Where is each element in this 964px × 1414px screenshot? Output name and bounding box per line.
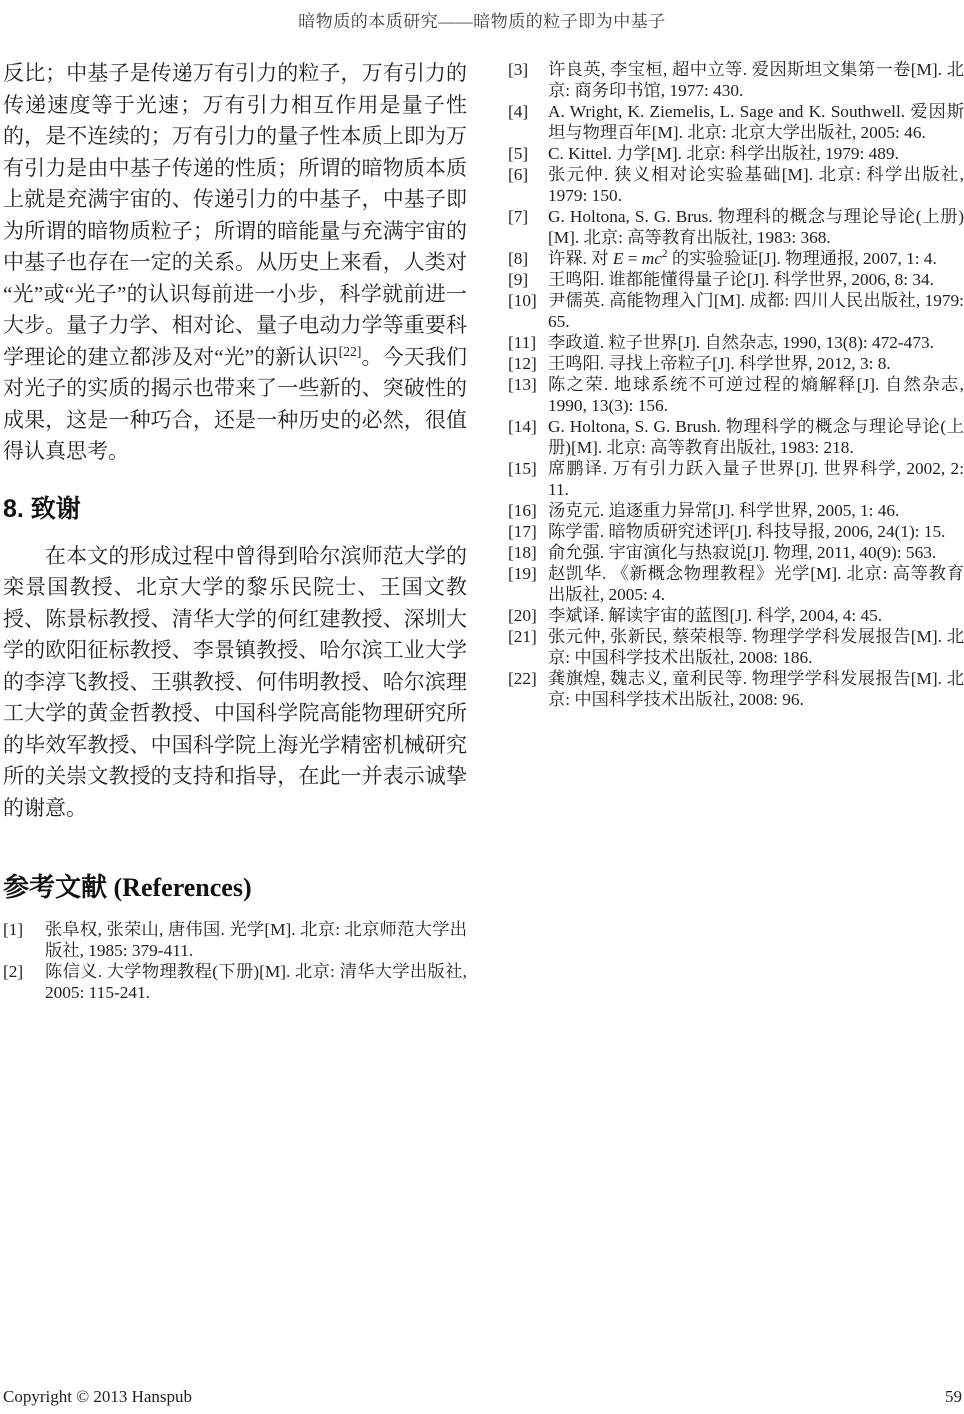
reference-text: 王鸣阳. 谁都能懂得量子论[J]. 科学世界, 2006, 8: 34.: [548, 270, 934, 289]
reference-item: [508, 143, 964, 164]
reference-number: [8]: [508, 249, 529, 268]
reference-number: [18]: [508, 543, 537, 562]
reference-item: [508, 59, 964, 101]
copyright-text: Copyright © 2013 Hanspub: [3, 1387, 193, 1406]
reference-number: [9]: [508, 270, 529, 289]
reference-number: [6]: [508, 165, 529, 184]
reference-item: [508, 458, 964, 500]
running-head-title: 暗物质的本质研究——暗物质的粒子即为中基子: [298, 12, 666, 31]
reference-text: 许槑. 对 $E = mc^2$ 的实验验证[J]. 物理通报, 2007, 1: 4.: [548, 248, 937, 268]
reference-item: [508, 248, 964, 269]
reference-text: C. Kittel. 力学[M]. 北京: 科学出版社, 1979: 489.: [548, 144, 899, 163]
reference-item: [508, 605, 964, 626]
reference-text: 李斌译. 解读宇宙的蓝图[J]. 科学, 2004, 4: 45.: [548, 606, 883, 625]
reference-item: [508, 374, 964, 416]
reference-item: [508, 353, 964, 374]
reference-item: [508, 416, 964, 458]
reference-item: [508, 290, 964, 332]
page-footer: [3, 1387, 962, 1407]
references-heading: [3, 870, 467, 905]
reference-number: [11]: [508, 333, 537, 352]
reference-number: [17]: [508, 522, 537, 541]
reference-text: A. Wright, K. Ziemelis, L. Sage and K. Southwell. 爱因斯坦与物理百年[M]. 北京: 北京大学出版社, 2005: 46.: [548, 102, 964, 142]
reference-number: [15]: [508, 459, 537, 478]
reference-number: [7]: [508, 207, 529, 226]
reference-text: 李政道. 粒子世界[J]. 自然杂志, 1990, 13(8): 472-473.: [548, 333, 934, 352]
reference-item: [508, 332, 964, 353]
reference-text: 许良英, 李宝桓, 超中立等. 爱因斯坦文集第一卷[M]. 北京: 商务印书馆, 1977: 430.: [548, 60, 964, 100]
reference-number: [21]: [508, 627, 537, 646]
reference-number: [22]: [508, 669, 537, 688]
reference-item: [3, 961, 467, 1003]
body-paragraph: 反比；中基子是传递万有引力的粒子，万有引力的传递速度等于光速；万有引力相互作用是量子性的，是不连续的；万有引力的量子性本质上即为万有引力是由中基子传递的性质；所谓的暗物质本质上就是充满宇宙的、传递引力的中基子，中基子即为所谓的暗物质粒子；所谓的暗能量与充满宇宙的中基子也存在一定的关系。从历史上来看，人类对“光”或“光子”的认识每前进一小步，科学就前进一大步。量子力学、相对论、量子电动力学等重要科学理论的建立都涉及对“光”的新认识[22]。今天我们对光子的实质的揭示也带来了一些新的、突破性的成果，这是一种巧合，还是一种历史的必然，很值得认真思考。: [3, 61, 468, 463]
reference-number: [13]: [508, 375, 537, 394]
reference-number: [14]: [508, 417, 537, 436]
reference-list-left: [3, 919, 467, 1003]
reference-text: 张元仲. 狭义相对论实验基础[M]. 北京: 科学出版社, 1979: 150.: [548, 165, 964, 205]
reference-number: [16]: [508, 501, 537, 520]
reference-text: 陈信义. 大学物理教程(下册)[M]. 北京: 清华大学出版社, 2005: 115-241.: [45, 962, 467, 1002]
reference-number: [1]: [3, 920, 24, 939]
reference-text: G. Holtona, S. G. Brus. 物理科的概念与理论导论(上册)[M]. 北京: 高等教育出版社, 1983: 368.: [548, 207, 964, 247]
reference-text: 赵凯华. 《新概念物理教程》光学[M]. 北京: 高等教育出版社, 2005: 4.: [548, 564, 964, 604]
reference-item: [508, 206, 964, 248]
reference-item: [508, 563, 964, 605]
reference-item: [508, 668, 964, 710]
reference-number: [4]: [508, 102, 529, 121]
reference-text: 席鹏译. 万有引力跃入量子世界[J]. 世界科学, 2002, 2: 11.: [548, 459, 964, 499]
references-heading-en: (References): [107, 873, 252, 902]
reference-number: [2]: [3, 962, 24, 981]
reference-text: 陈学雷. 暗物质研究述评[J]. 科技导报, 2006, 24(1): 15.: [548, 522, 946, 541]
reference-text: 尹儒英. 高能物理入门[M]. 成都: 四川人民出版社, 1979: 65.: [548, 291, 964, 331]
reference-item: [508, 500, 964, 521]
reference-number: [10]: [508, 291, 537, 310]
reference-list-right: [508, 59, 964, 710]
reference-item: [508, 542, 964, 563]
reference-number: [19]: [508, 564, 537, 583]
reference-text: 王鸣阳. 寻找上帝粒子[J]. 科学世界, 2012, 3: 8.: [548, 354, 891, 373]
reference-text: 张元仲, 张新民, 蔡荣根等. 物理学学科发展报告[M]. 北京: 中国科学技术出版社, 2008: 186.: [548, 627, 964, 667]
acknowledgment-paragraph: 在本文的形成过程中曾得到哈尔滨师范大学的栾景国教授、北京大学的黎乐民院士、王国文教授、陈景标教授、清华大学的何红建教授、深圳大学的欧阳征标教授、李景镇教授、哈尔滨工业大学的李淳飞教授、王骐教授、何伟明教授、哈尔滨理工大学的黄金哲教授、中国科学院高能物理研究所的毕效军教授、中国科学院上海光学精密机械研究所的关崇文教授的支持和指导，在此一并表示诚挚的谢意。: [3, 543, 467, 820]
reference-number: [12]: [508, 354, 537, 373]
reference-text: 汤克元. 追逐重力异常[J]. 科学世界, 2005, 1: 46.: [548, 501, 900, 520]
reference-item: [508, 521, 964, 542]
section-heading-acknowledgment: 8. 致谢: [3, 494, 81, 523]
reference-text: 龚旗煌, 魏志义, 童利民等. 物理学学科发展报告[M]. 北京: 中国科学技术出版社, 2008: 96.: [548, 669, 964, 709]
reference-number: [20]: [508, 606, 537, 625]
reference-text: 俞允强. 宇宙演化与热寂说[J]. 物理, 2011, 40(9): 563.: [548, 543, 937, 562]
reference-text: G. Holtona, S. G. Brush. 物理科学的概念与理论导论(上册)[M]. 北京: 高等教育出版社, 1983: 218.: [548, 417, 964, 457]
page-number: 59: [945, 1387, 962, 1406]
reference-item: [508, 626, 964, 668]
right-column: [508, 59, 964, 710]
reference-number: [5]: [508, 144, 529, 163]
reference-text: 张阜权, 张荣山, 唐伟国. 光学[M]. 北京: 北京师范大学出版社, 1985: 379-411.: [45, 920, 467, 960]
reference-number: [3]: [508, 60, 529, 79]
reference-item: [3, 919, 467, 961]
reference-item: [508, 164, 964, 206]
reference-text: 陈之荣. 地球系统不可逆过程的熵解释[J]. 自然杂志, 1990, 13(3): 156.: [548, 375, 964, 415]
reference-item: [508, 269, 964, 290]
reference-item: [508, 101, 964, 143]
references-heading-zh: 参考文献: [3, 872, 108, 902]
left-column: [3, 58, 467, 1003]
